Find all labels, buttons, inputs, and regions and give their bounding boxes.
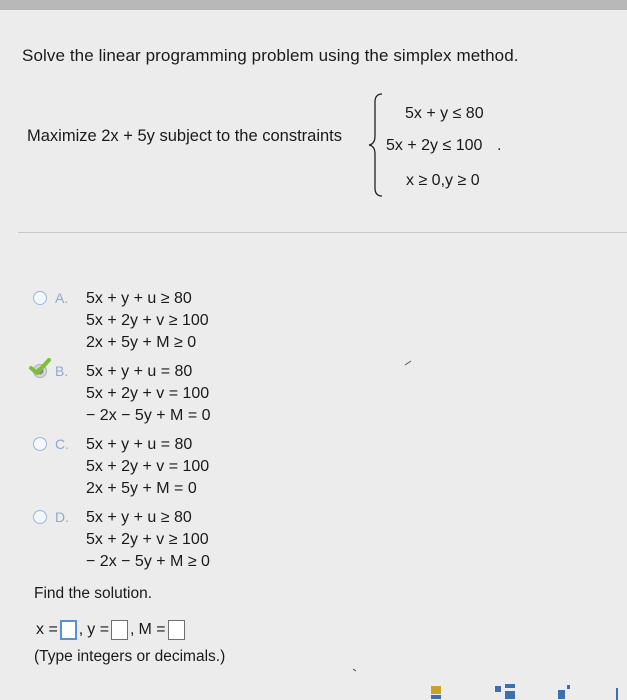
- equation-line: 5x + 2y + v ≥ 100: [86, 312, 209, 329]
- option-d[interactable]: [33, 509, 333, 579]
- comma: ,: [78, 621, 84, 638]
- option-letter: B.: [55, 363, 69, 379]
- option-equations: [86, 507, 210, 573]
- equation-line: − 2x − 5y + M ≥ 0: [86, 553, 210, 570]
- exponent-icon[interactable]: [557, 682, 571, 700]
- find-solution-label: Find the solution.: [34, 585, 153, 602]
- option-letter: D.: [55, 509, 69, 525]
- x-answer-input[interactable]: [60, 620, 77, 640]
- m-answer-input[interactable]: [168, 620, 185, 640]
- fraction-icon[interactable]: [493, 682, 517, 700]
- template-icon[interactable]: [429, 682, 443, 700]
- equation-line: − 2x − 5y + M = 0: [86, 407, 211, 424]
- radio-c[interactable]: [33, 437, 47, 451]
- equation-line: 5x + 2y + v = 100: [86, 458, 210, 475]
- constraint-3: x ≥ 0,y ≥ 0: [406, 172, 480, 189]
- question-page: [0, 10, 627, 700]
- option-a[interactable]: [33, 290, 333, 360]
- comma: ,: [130, 621, 135, 638]
- equation-line: 5x + y + u ≥ 80: [86, 290, 192, 307]
- checkmark-icon: [28, 357, 52, 377]
- equation-line: 5x + 2y + v ≥ 100: [86, 531, 209, 548]
- y-label: y =: [87, 621, 110, 638]
- stray-mark: [404, 360, 412, 366]
- equation-line: 5x + y + u = 80: [86, 363, 193, 380]
- question-prompt: Solve the linear programming problem using the simplex method.: [22, 46, 519, 65]
- top-bar: [0, 0, 627, 10]
- equation-line: 5x + y + u = 80: [86, 436, 193, 453]
- option-letter: C.: [55, 436, 69, 452]
- option-equations: [86, 361, 211, 427]
- option-c[interactable]: [33, 436, 333, 506]
- stray-mark: [352, 668, 357, 672]
- subscript-icon[interactable]: [612, 682, 627, 700]
- radio-a[interactable]: [33, 291, 47, 305]
- radio-d[interactable]: [33, 510, 47, 524]
- y-answer-input[interactable]: [111, 620, 128, 640]
- answer-row: [36, 620, 187, 640]
- option-equations: [86, 434, 209, 500]
- constraint-1: 5x + y ≤ 80: [405, 105, 484, 122]
- x-label: x =: [36, 621, 58, 638]
- option-letter: A.: [55, 290, 69, 306]
- objective-text: Maximize 2x + 5y subject to the constraints: [27, 127, 343, 145]
- equation-line: 5x + 2y + v = 100: [86, 385, 210, 402]
- input-hint: (Type integers or decimals.): [34, 648, 226, 665]
- m-label: M =: [138, 621, 166, 638]
- equation-line: 2x + 5y + M = 0: [86, 480, 197, 497]
- option-b[interactable]: [33, 363, 333, 433]
- option-equations: [86, 288, 209, 354]
- divider: [18, 232, 627, 233]
- constraint-2: 5x + 2y ≤ 100: [386, 137, 483, 154]
- equation-line: 5x + y + u ≥ 80: [86, 509, 192, 526]
- constraint-brace: [368, 92, 388, 198]
- constraint-period: .: [497, 137, 502, 154]
- equation-line: 2x + 5y + M ≥ 0: [86, 334, 197, 351]
